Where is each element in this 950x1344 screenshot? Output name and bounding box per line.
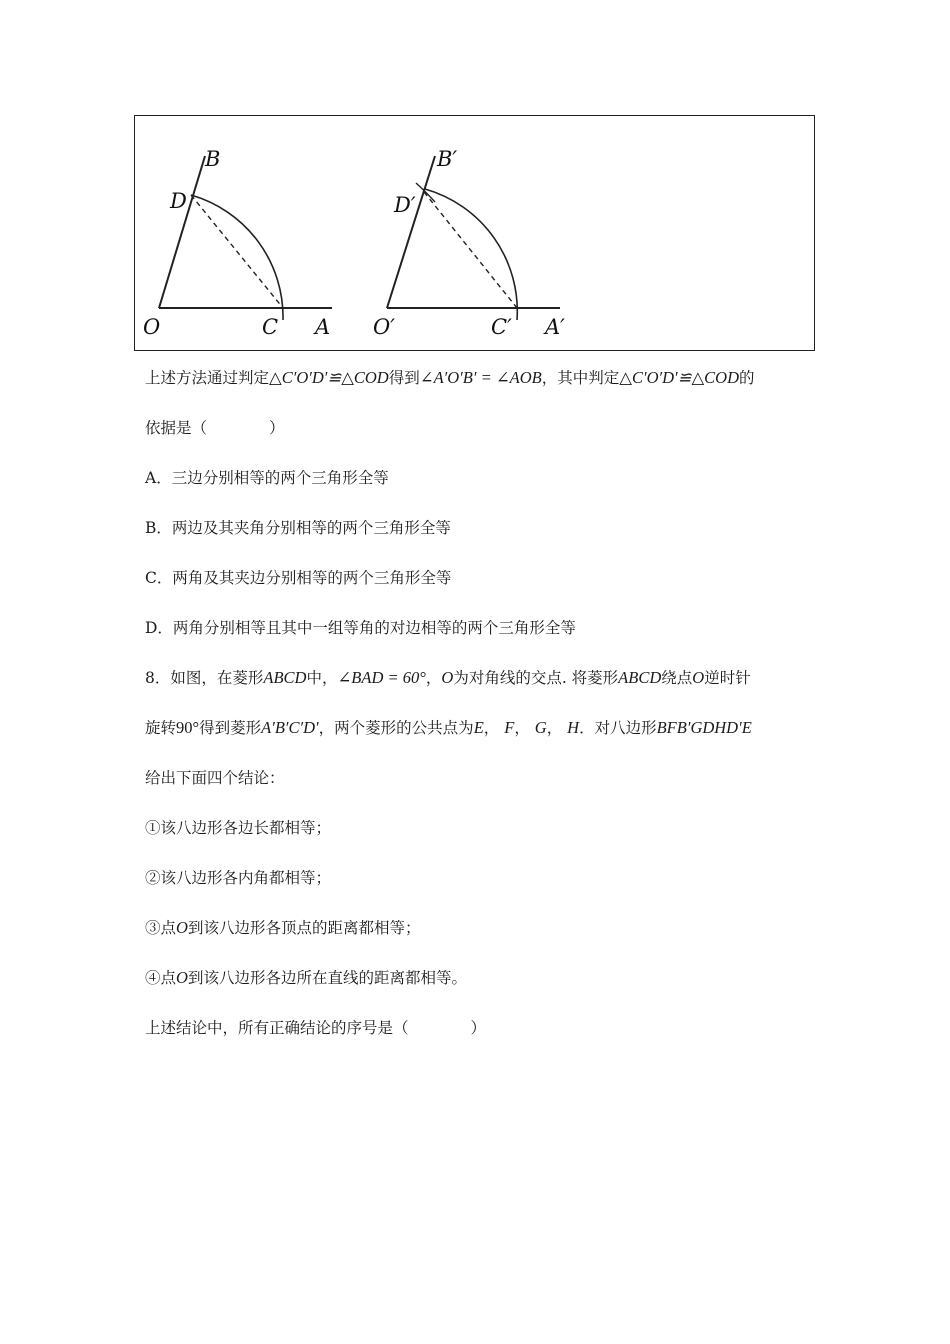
q8-conclusion-4 xyxy=(145,968,467,988)
q8-math: O xyxy=(176,918,188,937)
q8-math: A′B′C′D′ xyxy=(261,718,319,737)
q8-angle: ∠BAD = 60° xyxy=(337,668,426,687)
q8-conclusion-3 xyxy=(145,918,420,938)
q8-text: 中， xyxy=(306,669,338,687)
construction-figure xyxy=(135,116,816,352)
q8-math: 90° xyxy=(176,718,200,737)
q8-ask: 上述结论中，所有正确结论的序号是（ ） xyxy=(145,1019,487,1037)
label-Dprime: D′ xyxy=(394,193,416,217)
q7-text: 上述方法通过判定 xyxy=(145,369,270,387)
q8-text: ， xyxy=(546,719,563,737)
label-O: O xyxy=(143,315,161,339)
q8-text: ， xyxy=(425,669,442,687)
segment-CD-dashed xyxy=(191,195,283,308)
arc-CD xyxy=(191,195,283,320)
label-A: A xyxy=(315,315,331,339)
label-Aprime: A′ xyxy=(545,315,565,339)
q8-text: 旋转 xyxy=(145,719,177,737)
q7-text: 得到 xyxy=(388,369,420,387)
q8-text: 为对角线的交点. 将菱形 xyxy=(453,669,619,687)
q8-math: O xyxy=(692,668,705,687)
q8-text: 8．如图，在菱形 xyxy=(145,669,264,687)
q8-math: G xyxy=(534,718,547,737)
q8-math: BFB′GDHD′E xyxy=(656,718,752,737)
q8-text: 到该八边形各顶点的距离都相等； xyxy=(187,919,421,937)
figure-box xyxy=(134,115,815,351)
q8-text: ④点 xyxy=(145,969,177,987)
q8-math: E xyxy=(473,718,484,737)
q8-text: 绕点 xyxy=(661,669,693,687)
q8-math: O xyxy=(441,668,454,687)
q7-text: 的 xyxy=(739,369,755,387)
q8-math: ABCD xyxy=(263,668,307,687)
q8-stem-line3: 给出下面四个结论： xyxy=(145,769,285,787)
q8-conclusion-1: ①该八边形各边长都相等； xyxy=(145,819,332,837)
label-Oprime: O′ xyxy=(373,315,395,339)
q8-text: ，两个菱形的公共点为 xyxy=(318,719,474,737)
q8-stem-line2 xyxy=(145,718,752,738)
q7-text: ，其中判定 xyxy=(541,369,620,387)
q8-text: ．对八边形 xyxy=(579,719,657,737)
q8-conclusion-2: ②该八边形各内角都相等； xyxy=(145,869,332,887)
q8-text: 逆时针 xyxy=(704,669,751,687)
q7-option-b[interactable]: B．两边及其夹角分别相等的两个三角形全等 xyxy=(145,519,451,537)
q8-text: ③点 xyxy=(145,919,177,937)
q7-option-c[interactable]: C．两角及其夹边分别相等的两个三角形全等 xyxy=(145,569,452,587)
q7-congruence-2: △C′O′D′≌△COD xyxy=(619,368,739,387)
q7-option-a[interactable]: A．三边分别相等的两个三角形全等 xyxy=(145,469,389,487)
q8-text: 到该八边形各边所在直线的距离都相等。 xyxy=(187,969,467,987)
label-Bprime: B′ xyxy=(437,147,458,171)
q7-congruence-1: △C′O′D′≌△COD xyxy=(269,368,389,387)
q8-stem-line1 xyxy=(145,668,751,688)
q8-math: O xyxy=(176,968,188,987)
ray-OprimeBprime xyxy=(387,156,435,308)
q7-stem-line1 xyxy=(145,368,755,388)
segment-CprimeDprime-dashed xyxy=(424,192,517,308)
q8-text: 得到菱形 xyxy=(199,719,262,737)
figure-right xyxy=(373,147,565,339)
q8-text: ， xyxy=(514,719,530,737)
q8-math: ABCD xyxy=(618,668,662,687)
label-C: C xyxy=(262,315,279,339)
figure-left xyxy=(143,147,332,339)
q7-option-d[interactable]: D．两角分别相等且其中一组等角的对边相等的两个三角形全等 xyxy=(145,619,576,637)
q8-math: H xyxy=(567,718,580,737)
label-B: B xyxy=(205,147,221,171)
q7-angle-equation: ∠A′O′B′ = ∠AOB xyxy=(419,368,542,387)
q8-text: ， xyxy=(483,719,500,737)
label-Cprime: C′ xyxy=(491,315,512,339)
label-D: D xyxy=(170,189,187,213)
q7-stem-line2: 依据是（ ） xyxy=(145,419,285,437)
q8-math: F xyxy=(504,718,515,737)
arc-CprimeDprime xyxy=(425,189,517,320)
ray-OB xyxy=(159,156,205,308)
